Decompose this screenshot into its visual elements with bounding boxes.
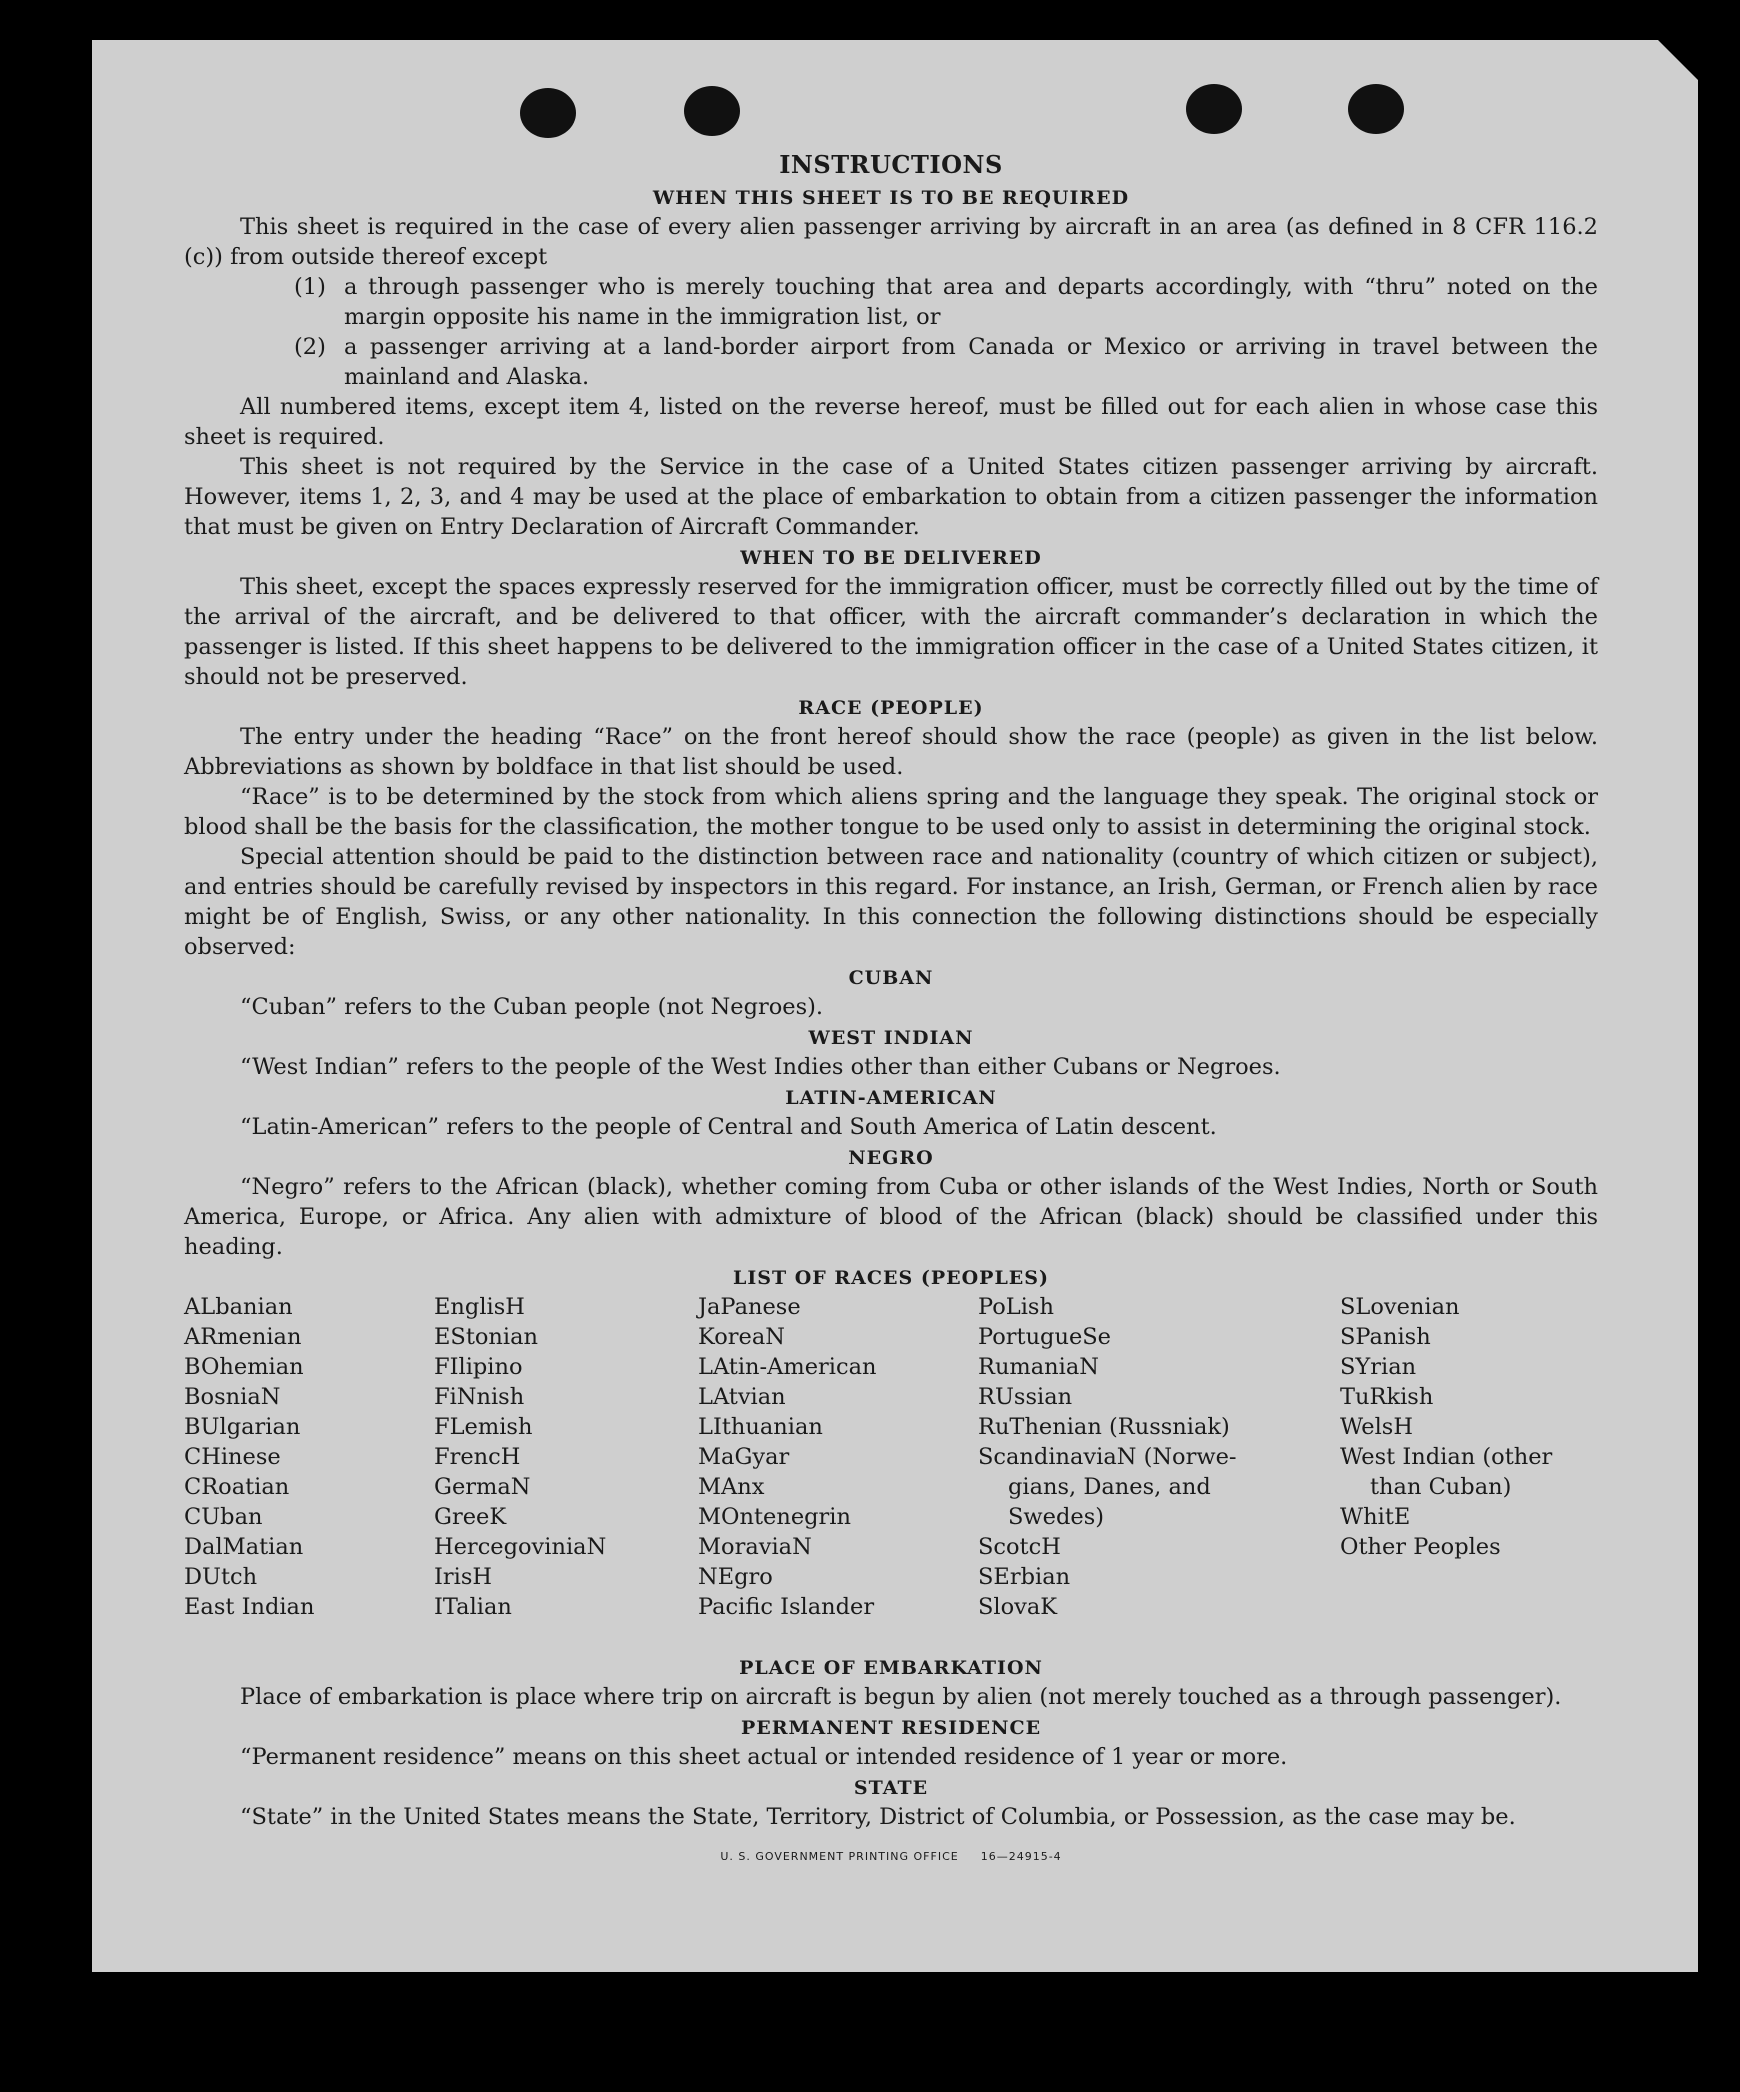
race-entry: SErbian <box>978 1564 1071 1590</box>
race-entry: BOhemian <box>184 1354 304 1380</box>
race-column <box>434 1292 606 1622</box>
race-entry: gians, Danes, and <box>1008 1474 1211 1500</box>
race-entry: RUssian <box>978 1384 1073 1410</box>
heading-when-required: WHEN THIS SHEET IS TO BE REQUIRED <box>652 187 1130 209</box>
heading-list-of-races: LIST OF RACES (PEOPLES) <box>733 1267 1049 1289</box>
race-entry: CUban <box>184 1504 263 1530</box>
race-entry: GreeK <box>434 1504 507 1530</box>
race-entry: WelsH <box>1340 1414 1413 1440</box>
paragraph: The entry under the heading “Race” on the front hereof should show the race (people) as given in the list below. Abbreviations as shown by boldface in that list should be used. <box>184 724 1598 780</box>
race-entry: BosniaN <box>184 1384 281 1410</box>
race-entry: MoraviaN <box>698 1534 812 1560</box>
punch-hole <box>684 86 740 136</box>
paragraph: “Latin-American” refers to the people of Central and South America of Latin descent. <box>240 1114 1217 1140</box>
race-entry: FIlipino <box>434 1354 523 1380</box>
race-entry: East Indian <box>184 1594 315 1620</box>
heading-permanent-residence: PERMANENT RESIDENCE <box>740 1717 1042 1739</box>
race-entry: BUlgarian <box>184 1414 301 1440</box>
race-entry: RuThenian (Russniak) <box>978 1414 1230 1440</box>
paragraph: This sheet, except the spaces expressly reserved for the immigration officer, must be correctly filled out by the time of the arrival of the aircraft, and be delivered to that officer, with the aircraft commander’s declaration in which the passenger is listed. If this sheet happens to be delivered to the immigration officer in the case of a United States citizen, it should not be preserved. <box>184 574 1598 690</box>
race-entry: LAtvian <box>698 1384 786 1410</box>
race-entry: EnglisH <box>434 1294 525 1320</box>
paragraph: “Permanent residence” means on this sheet actual or intended residence of 1 year or more. <box>240 1744 1288 1770</box>
heading-latin-american: LATIN-AMERICAN <box>785 1087 997 1109</box>
paragraph: This sheet is not required by the Service in the case of a United States citizen passenger arriving by aircraft. However, items 1, 2, 3, and 4 may be used at the place of embarkation to obtain from a citizen passenger the information that must be given on Entry Declaration of Aircraft Commander. <box>184 454 1598 540</box>
race-entry: ScandinaviaN (Norwe- <box>978 1444 1237 1470</box>
race-entry: SLovenian <box>1340 1294 1460 1320</box>
race-entry: RumaniaN <box>978 1354 1099 1380</box>
document-content <box>184 150 1598 1872</box>
paragraph: All numbered items, except item 4, listed on the reverse hereof, must be filled out for each alien in whose case this sheet is required. <box>184 394 1598 450</box>
list-item <box>294 332 1598 392</box>
race-entry: GermaN <box>434 1474 531 1500</box>
race-entry: ITalian <box>434 1594 512 1620</box>
race-entry: SYrian <box>1340 1354 1417 1380</box>
paragraph: “State” in the United States means the State, Territory, District of Columbia, or Possession, as the case may be. <box>240 1804 1516 1830</box>
paragraph: Place of embarkation is place where trip on aircraft is begun by alien (not merely touched as a through passenger). <box>240 1684 1562 1710</box>
race-entry: West Indian (other <box>1340 1444 1553 1470</box>
paragraph: This sheet is required in the case of every alien passenger arriving by aircraft in an area (as defined in 8 CFR 116.2 (c)) from outside thereof except <box>184 214 1598 270</box>
form-code: 16—24915-4 <box>980 1850 1062 1863</box>
heading-race: RACE (PEOPLE) <box>798 697 984 719</box>
race-entry: FiNnish <box>434 1384 525 1410</box>
race-entry: DUtch <box>184 1564 258 1590</box>
race-entry: EStonian <box>434 1324 539 1350</box>
paragraph: Special attention should be paid to the distinction between race and nationality (country of which citizen or subject), and entries should be carefully revised by inspectors in this regard. For instance, an Irish, German, or French alien by race might be of English, Swiss, or any other nationality. In this connection the following distinctions should be especially observed: <box>184 844 1598 960</box>
race-column <box>184 1292 314 1622</box>
race-entry: than Cuban) <box>1370 1474 1512 1500</box>
race-entry: PoLish <box>978 1294 1054 1320</box>
heading-when-delivered: WHEN TO BE DELIVERED <box>740 547 1042 569</box>
cut-corner <box>1658 40 1698 80</box>
race-entry: Swedes) <box>1008 1504 1105 1530</box>
heading-west-indian: WEST INDIAN <box>808 1027 974 1049</box>
page-title: INSTRUCTIONS <box>779 150 1003 179</box>
paragraph: “Cuban” refers to the Cuban people (not Negroes). <box>240 994 824 1020</box>
printer-imprint <box>184 1842 1598 1872</box>
race-entry: LIthuanian <box>698 1414 823 1440</box>
race-column <box>1340 1292 1552 1562</box>
heading-cuban: CUBAN <box>848 967 934 989</box>
race-entry: KoreaN <box>698 1324 785 1350</box>
race-entry: Other Peoples <box>1340 1534 1501 1560</box>
race-entry: ARmenian <box>184 1324 302 1350</box>
race-entry: SPanish <box>1340 1324 1431 1350</box>
punch-hole <box>520 88 576 138</box>
race-entry: DalMatian <box>184 1534 304 1560</box>
race-entry: HercegoviniaN <box>434 1534 607 1560</box>
race-entry: IrisH <box>434 1564 493 1590</box>
race-entry: MAnx <box>698 1474 765 1500</box>
race-entry: MOntenegrin <box>698 1504 851 1530</box>
item-number: (2) <box>294 334 326 360</box>
printer-name: U. S. GOVERNMENT PRINTING OFFICE <box>720 1850 959 1863</box>
race-entry: JaPanese <box>698 1294 801 1320</box>
race-list <box>184 1292 1598 1652</box>
paragraph: “Race” is to be determined by the stock from which aliens spring and the language they speak. The original stock or blood shall be the basis for the classification, the mother tongue to be used only to assist in determining the original stock. <box>184 784 1598 840</box>
race-entry: CHinese <box>184 1444 281 1470</box>
race-entry: TuRkish <box>1340 1384 1434 1410</box>
paragraph: “Negro” refers to the African (black), whether coming from Cuba or other islands of the West Indies, North or South America, Europe, or Africa. Any alien with admixture of blood of the African (black) should be classified under this heading. <box>184 1174 1598 1260</box>
item-text: a passenger arriving at a land-border airport from Canada or Mexico or arriving in travel between the mainland and Alaska. <box>344 334 1598 390</box>
heading-place-of-embarkation: PLACE OF EMBARKATION <box>739 1657 1043 1679</box>
heading-state: STATE <box>853 1777 929 1799</box>
race-entry: Pacific Islander <box>698 1594 875 1620</box>
document-sheet <box>92 40 1698 1972</box>
race-entry: FrencH <box>434 1444 521 1470</box>
race-entry: PortugueSe <box>978 1324 1112 1350</box>
item-text: a through passenger who is merely touching that area and departs accordingly, with “thru” noted on the margin opposite his name in the immigration list, or <box>344 274 1598 330</box>
item-number: (1) <box>294 274 326 300</box>
race-column <box>978 1292 1237 1622</box>
race-entry: ALbanian <box>184 1294 293 1320</box>
race-entry: ScotcH <box>978 1534 1061 1560</box>
race-entry: NEgro <box>698 1564 773 1590</box>
punch-hole <box>1186 84 1242 134</box>
race-entry: LAtin-American <box>698 1354 877 1380</box>
race-entry: FLemish <box>434 1414 533 1440</box>
race-column <box>698 1292 876 1622</box>
race-entry: SlovaK <box>978 1594 1058 1620</box>
heading-negro: NEGRO <box>848 1147 934 1169</box>
punch-hole <box>1348 84 1404 134</box>
list-item <box>294 272 1598 332</box>
race-entry: MaGyar <box>698 1444 790 1470</box>
race-entry: CRoatian <box>184 1474 290 1500</box>
paragraph: “West Indian” refers to the people of the West Indies other than either Cubans or Negroes. <box>240 1054 1281 1080</box>
race-entry: WhitE <box>1340 1504 1411 1530</box>
